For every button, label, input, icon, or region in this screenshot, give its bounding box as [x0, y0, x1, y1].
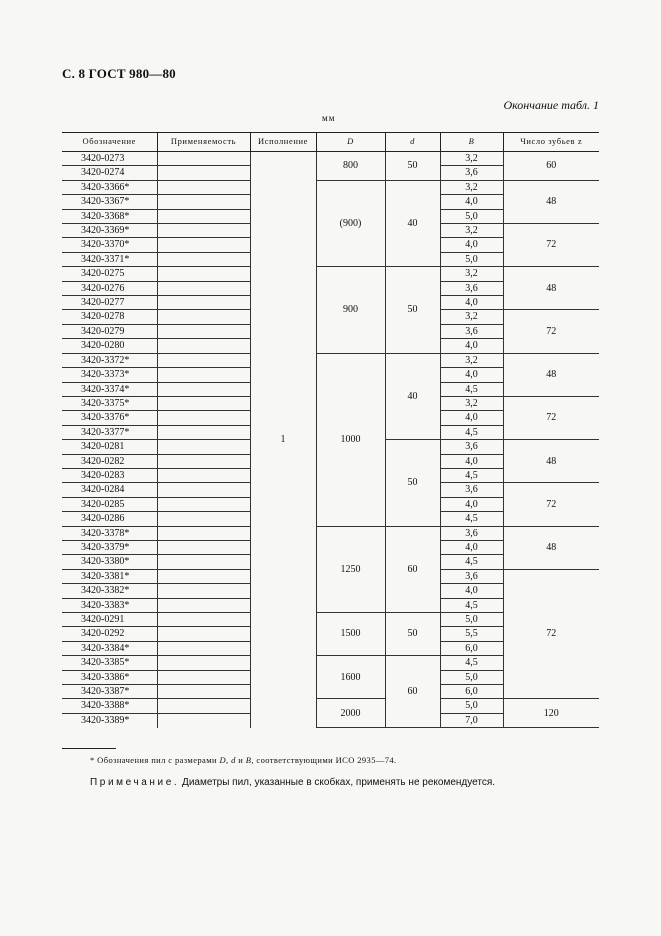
saw-table: [62, 132, 599, 728]
footnote-sep: ,: [226, 755, 229, 765]
B-cell: 7,0: [440, 713, 503, 727]
B-cell: 4,0: [440, 368, 503, 382]
d-cell: 60: [385, 526, 440, 612]
B-cell: 3,2: [440, 353, 503, 367]
page-header: С. 8 ГОСТ 980—80: [62, 66, 176, 81]
D-cell: (900): [316, 180, 385, 266]
applicability-cell: [157, 440, 250, 454]
note-text: Диаметры пил, указанные в скобках, применять не рекомендуется.: [182, 777, 496, 788]
applicability-cell: [157, 296, 250, 310]
B-cell: 3,6: [440, 324, 503, 338]
applicability-cell: [157, 180, 250, 194]
designation-cell: 3420-3377*: [62, 425, 157, 439]
designation-cell: 3420-3366*: [62, 180, 157, 194]
applicability-cell: [157, 627, 250, 641]
designation-cell: 3420-3388*: [62, 699, 157, 713]
D-cell: 1000: [316, 353, 385, 526]
D-cell: 1600: [316, 656, 385, 699]
B-cell: 5,0: [440, 670, 503, 684]
designation-cell: 3420-0286: [62, 512, 157, 526]
designation-cell: 3420-3372*: [62, 353, 157, 367]
designation-cell: 3420-0274: [62, 166, 157, 180]
applicability-cell: [157, 483, 250, 497]
applicability-cell: [157, 497, 250, 511]
designation-cell: 3420-0284: [62, 483, 157, 497]
table-row: [62, 353, 599, 367]
designation-cell: 3420-3370*: [62, 238, 157, 252]
designation-cell: 3420-0276: [62, 281, 157, 295]
applicability-cell: [157, 699, 250, 713]
designation-cell: 3420-0281: [62, 440, 157, 454]
B-cell: 4,5: [440, 425, 503, 439]
B-cell: 4,5: [440, 656, 503, 670]
B-cell: 4,0: [440, 296, 503, 310]
teeth-cell: 48: [503, 526, 599, 569]
applicability-cell: [157, 540, 250, 554]
designation-cell: 3420-0283: [62, 468, 157, 482]
designation-cell: 3420-3387*: [62, 685, 157, 699]
D-cell: 1250: [316, 526, 385, 612]
designation-cell: 3420-3367*: [62, 195, 157, 209]
B-cell: 4,0: [440, 454, 503, 468]
B-cell: 3,2: [440, 224, 503, 238]
table-row: [62, 267, 599, 281]
applicability-cell: [157, 252, 250, 266]
applicability-cell: [157, 598, 250, 612]
applicability-cell: [157, 209, 250, 223]
d-cell: 50: [385, 267, 440, 353]
D-cell: 900: [316, 267, 385, 353]
footnote-and: и: [238, 755, 244, 765]
teeth-cell: 48: [503, 180, 599, 223]
teeth-cell: 48: [503, 353, 599, 396]
applicability-cell: [157, 267, 250, 281]
table-row: [62, 699, 599, 713]
designation-cell: 3420-3383*: [62, 598, 157, 612]
B-cell: 4,0: [440, 339, 503, 353]
designation-cell: 3420-0277: [62, 296, 157, 310]
designation-cell: 3420-3382*: [62, 584, 157, 598]
B-cell: 5,0: [440, 252, 503, 266]
applicability-cell: [157, 310, 250, 324]
footnote-suffix: , соответствующими ИСО 2935—74.: [251, 755, 397, 765]
footnote-divider: [62, 748, 116, 749]
B-cell: 3,2: [440, 267, 503, 281]
B-cell: 3,6: [440, 281, 503, 295]
B-cell: 3,2: [440, 180, 503, 194]
B-cell: 3,6: [440, 440, 503, 454]
applicability-cell: [157, 411, 250, 425]
applicability-cell: [157, 656, 250, 670]
designation-cell: 3420-3385*: [62, 656, 157, 670]
teeth-cell: 60: [503, 152, 599, 181]
applicability-cell: [157, 713, 250, 727]
applicability-cell: [157, 224, 250, 238]
applicability-cell: [157, 555, 250, 569]
note: [90, 777, 495, 788]
applicability-cell: [157, 368, 250, 382]
applicability-cell: [157, 195, 250, 209]
designation-cell: 3420-3380*: [62, 555, 157, 569]
applicability-cell: [157, 512, 250, 526]
note-label: Примечание.: [90, 777, 180, 788]
applicability-cell: [157, 584, 250, 598]
applicability-cell: [157, 468, 250, 482]
designation-cell: 3420-0280: [62, 339, 157, 353]
B-cell: 4,5: [440, 382, 503, 396]
applicability-cell: [157, 238, 250, 252]
footnote: [90, 755, 397, 765]
designation-cell: 3420-3371*: [62, 252, 157, 266]
D-cell: 800: [316, 152, 385, 181]
designation-cell: 3420-3378*: [62, 526, 157, 540]
table-row: [62, 152, 599, 166]
teeth-cell: 72: [503, 483, 599, 526]
col-header-D: D: [316, 133, 385, 152]
col-header-execution: Исполнение: [250, 133, 316, 152]
applicability-cell: [157, 526, 250, 540]
applicability-cell: [157, 166, 250, 180]
B-cell: 5,5: [440, 627, 503, 641]
B-cell: 4,5: [440, 468, 503, 482]
d-cell: 50: [385, 152, 440, 181]
d-cell: 60: [385, 656, 440, 728]
applicability-cell: [157, 324, 250, 338]
designation-cell: 3420-3381*: [62, 569, 157, 583]
applicability-cell: [157, 641, 250, 655]
units-label: мм: [322, 113, 336, 123]
B-cell: 4,0: [440, 584, 503, 598]
footnote-D: D: [219, 755, 227, 765]
col-header-B: B: [440, 133, 503, 152]
designation-cell: 3420-0285: [62, 497, 157, 511]
B-cell: 4,5: [440, 598, 503, 612]
applicability-cell: [157, 569, 250, 583]
designation-cell: 3420-3386*: [62, 670, 157, 684]
execution-cell: 1: [250, 152, 316, 728]
applicability-cell: [157, 339, 250, 353]
col-header-teeth: Число зубьев z: [503, 133, 599, 152]
teeth-cell: 120: [503, 699, 599, 728]
d-cell: 40: [385, 353, 440, 439]
teeth-cell: 72: [503, 569, 599, 699]
B-cell: 4,5: [440, 512, 503, 526]
teeth-cell: 72: [503, 224, 599, 267]
designation-cell: 3420-3375*: [62, 396, 157, 410]
B-cell: 3,2: [440, 310, 503, 324]
B-cell: 5,0: [440, 699, 503, 713]
footnote-prefix: * Обозначения пил с размерами: [90, 755, 217, 765]
col-header-applicability: Применяемость: [157, 133, 250, 152]
designation-cell: 3420-3389*: [81, 715, 130, 727]
designation-cell: 3420-0291: [62, 613, 157, 627]
applicability-cell: [157, 613, 250, 627]
B-cell: 4,5: [440, 555, 503, 569]
B-cell: 4,0: [440, 238, 503, 252]
applicability-cell: [157, 396, 250, 410]
teeth-cell: 48: [503, 440, 599, 483]
B-cell: 6,0: [440, 685, 503, 699]
table-body: [62, 152, 599, 728]
designation-cell: 3420-3384*: [62, 641, 157, 655]
designation-cell: 3420-3369*: [62, 224, 157, 238]
d-cell: 40: [385, 180, 440, 266]
B-cell: 4,0: [440, 411, 503, 425]
teeth-cell: 72: [503, 396, 599, 439]
designation-cell: 3420-3379*: [62, 540, 157, 554]
designation-cell: 3420-0282: [62, 454, 157, 468]
designation-cell: 3420-3376*: [62, 411, 157, 425]
designation-cell: 3420-0279: [62, 324, 157, 338]
designation-cell: 3420-0275: [62, 267, 157, 281]
teeth-cell: 48: [503, 267, 599, 310]
designation-cell: 3420-0278: [62, 310, 157, 324]
applicability-cell: [157, 281, 250, 295]
teeth-cell: 72: [503, 310, 599, 353]
B-cell: 4,0: [440, 497, 503, 511]
B-cell: 3,6: [440, 166, 503, 180]
B-cell: 3,2: [440, 152, 503, 166]
designation-cell: 3420-3368*: [62, 209, 157, 223]
table-row: [62, 526, 599, 540]
table-row: [62, 180, 599, 194]
B-cell: 3,6: [440, 526, 503, 540]
B-cell: 5,0: [440, 209, 503, 223]
B-cell: 5,0: [440, 613, 503, 627]
table-caption: Окончание табл. 1: [503, 98, 599, 112]
B-cell: 3,2: [440, 396, 503, 410]
footnote-B: B: [245, 755, 252, 765]
col-header-designation: Обозначение: [62, 133, 157, 152]
applicability-cell: [157, 425, 250, 439]
B-cell: 3,6: [440, 483, 503, 497]
designation-cell: 3420-0292: [62, 627, 157, 641]
d-cell: 50: [385, 440, 440, 526]
applicability-cell: [157, 454, 250, 468]
B-cell: 3,6: [440, 569, 503, 583]
applicability-cell: [157, 382, 250, 396]
footnote-d: d: [231, 755, 236, 765]
designation-cell: 3420-3373*: [62, 368, 157, 382]
col-header-d: d: [385, 133, 440, 152]
applicability-cell: [157, 670, 250, 684]
D-cell: 1500: [316, 613, 385, 656]
B-cell: 6,0: [440, 641, 503, 655]
applicability-cell: [157, 685, 250, 699]
D-cell: 2000: [316, 699, 385, 728]
B-cell: 4,0: [440, 195, 503, 209]
d-cell: 50: [385, 613, 440, 656]
applicability-cell: [157, 353, 250, 367]
table-header-row: [62, 133, 599, 152]
designation-cell: 3420-0273: [62, 152, 157, 166]
designation-cell: 3420-3374*: [62, 382, 157, 396]
B-cell: 4,0: [440, 540, 503, 554]
applicability-cell: [157, 152, 250, 166]
